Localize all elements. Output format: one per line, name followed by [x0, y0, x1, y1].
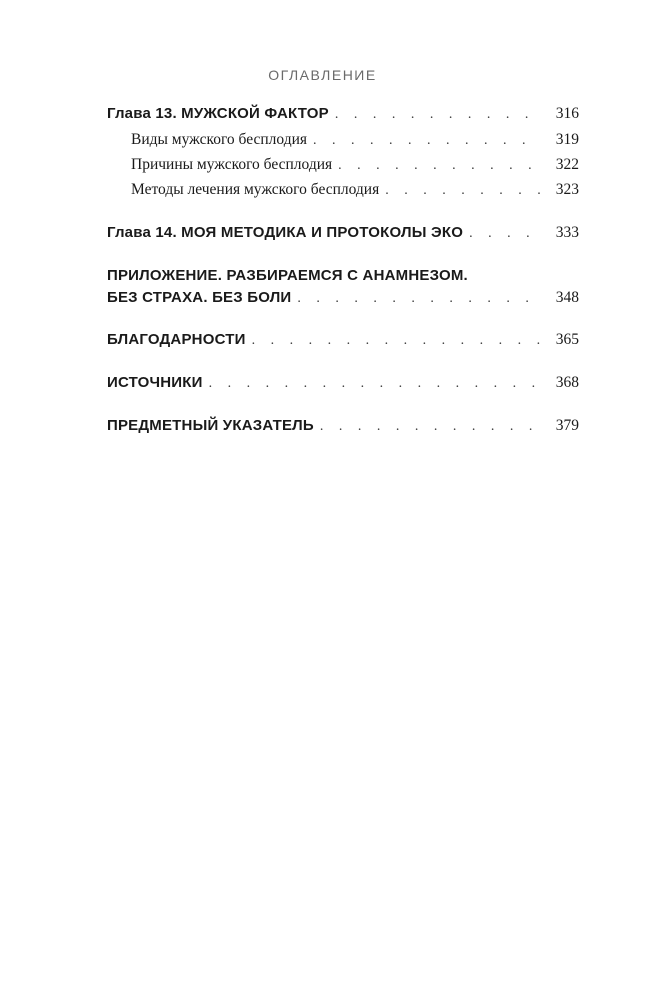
toc-entry-title: Виды мужского бесплодия [131, 131, 308, 148]
toc-entry-title: Причины мужского бесплодия [131, 156, 333, 173]
toc-entry-title: Методы лечения мужского бесплодия [131, 181, 380, 198]
toc-entry-chapter-14[interactable] [107, 222, 579, 245]
toc-entry-appendix[interactable] [107, 287, 579, 310]
toc-entry-page: 319 [555, 131, 579, 148]
toc-entry-title: БЛАГОДАРНОСТИ [107, 331, 246, 348]
toc-subentry-types[interactable] [131, 129, 579, 152]
dot-leader [469, 223, 541, 245]
dot-leader [338, 155, 541, 177]
toc-entry-page: 348 [555, 289, 579, 306]
toc-entry-chapter-13[interactable] [107, 103, 579, 126]
dot-leader [313, 130, 541, 152]
toc-entry-page: 316 [555, 105, 579, 122]
toc-subentry-causes[interactable] [131, 154, 579, 177]
toc-entry-title: Глава 13. МУЖСКОЙ ФАКТОР [107, 105, 329, 122]
toc-entry-page: 365 [555, 331, 579, 348]
dot-leader [252, 330, 541, 352]
toc-entry-page: 323 [555, 181, 579, 198]
dot-leader [297, 288, 541, 310]
dot-leader [320, 416, 541, 438]
toc-entry-page: 322 [555, 156, 579, 173]
toc-entry-title: БЕЗ СТРАХА. БЕЗ БОЛИ [107, 289, 292, 306]
toc-entry-acknowledgements[interactable] [107, 329, 579, 352]
toc-entry-title: ИСТОЧНИКИ [107, 374, 203, 391]
running-head: ОГЛАВЛЕНИЕ [268, 67, 377, 83]
toc-entry-title: ПРЕДМЕТНЫЙ УКАЗАТЕЛЬ [107, 417, 314, 434]
dot-leader [335, 104, 541, 126]
toc-entry-subject-index[interactable] [107, 415, 579, 438]
toc-entry-sources[interactable] [107, 372, 579, 395]
toc-entry-page: 379 [555, 417, 579, 434]
dot-leader [209, 373, 541, 395]
toc-subentry-treatment[interactable] [131, 179, 579, 202]
toc-entry-title: Глава 14. МОЯ МЕТОДИКА И ПРОТОКОЛЫ ЭКО [107, 224, 464, 241]
dot-leader [385, 180, 541, 202]
toc-entry-appendix-line1[interactable]: ПРИЛОЖЕНИЕ. РАЗБИРАЕМСЯ С АНАМНЕЗОМ. [107, 267, 468, 284]
toc-entry-page: 333 [555, 224, 579, 241]
toc-entry-page: 368 [555, 374, 579, 391]
